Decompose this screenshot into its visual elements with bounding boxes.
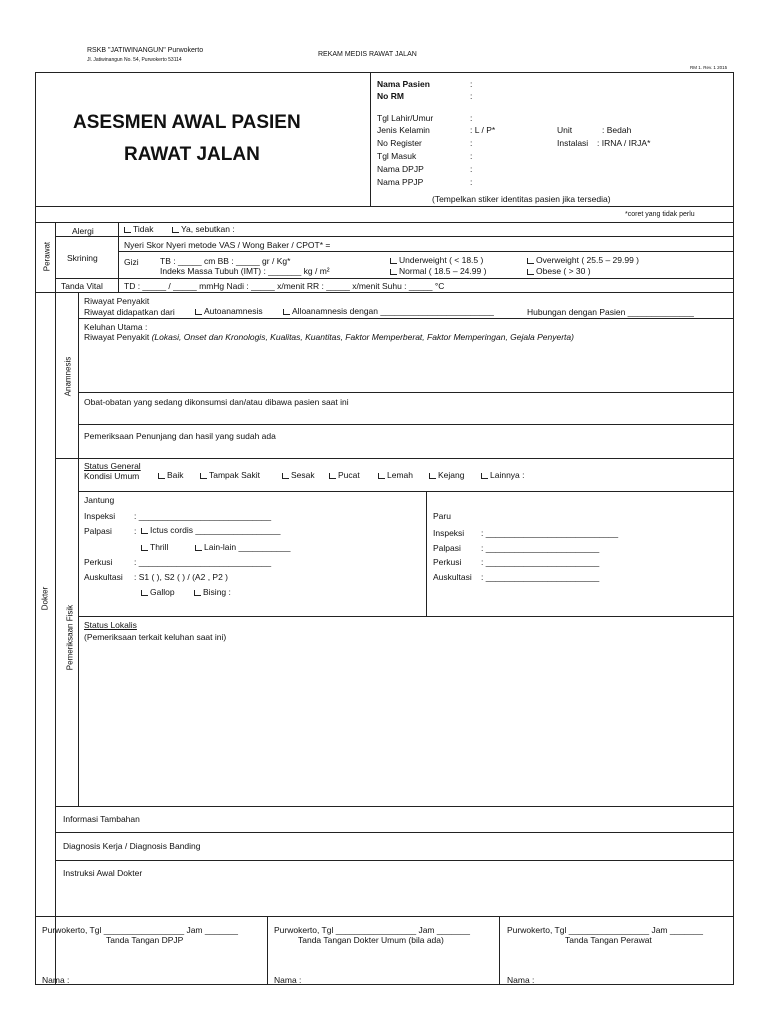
ku-option-lemah[interactable]: Lemah bbox=[378, 470, 413, 480]
instalasi-label: Instalasi bbox=[557, 138, 589, 148]
jantung-palpasi-colon: : bbox=[134, 526, 137, 536]
alergi-tidak-option[interactable]: Tidak bbox=[124, 224, 153, 234]
signature-perawat-role: Tanda Tangan Perawat bbox=[565, 935, 652, 945]
checkbox-icon bbox=[527, 258, 534, 264]
tanda-vital-values[interactable]: TD : _____ / _____ mmHg Nadi : _____ x/menit RR : _____ x/menit Suhu : _____ °C bbox=[124, 281, 445, 291]
ku-option-tampak-sakit[interactable]: Tampak Sakit bbox=[200, 470, 260, 480]
coret-note: *coret yang tidak perlu bbox=[625, 211, 695, 218]
paru-inspeksi-field[interactable]: : ____________________________ bbox=[481, 528, 619, 538]
hubungan-field[interactable]: Hubungan dengan Pasien ______________ bbox=[527, 307, 694, 317]
jantung-heading: Jantung bbox=[84, 495, 115, 505]
status-general-row-line bbox=[78, 491, 734, 492]
form-code: RM 1. Rev. 1 2015 bbox=[690, 65, 728, 70]
ictus-cordis-option[interactable]: Ictus cordis __________________ bbox=[141, 525, 280, 535]
nama-dpjp-label: Nama DPJP bbox=[377, 164, 424, 174]
frame-right bbox=[733, 72, 734, 985]
unit-value: : Bedah bbox=[602, 125, 632, 135]
jantung-auskultasi-label: Auskultasi bbox=[84, 572, 123, 582]
obat-row-line bbox=[78, 424, 734, 425]
jenis-kelamin-value[interactable]: : L / P* bbox=[470, 125, 496, 135]
bising-option[interactable]: Bising : bbox=[194, 587, 231, 597]
signature-divider-1 bbox=[267, 916, 268, 984]
checkbox-icon bbox=[141, 528, 148, 534]
no-rm-label: No RM bbox=[377, 91, 404, 101]
s1s2-field[interactable]: : S1 ( ), S2 ( ) / (A2 , P2 ) bbox=[134, 572, 229, 582]
signature-dokter-umum-role: Tanda Tangan Dokter Umum (bila ada) bbox=[298, 935, 444, 945]
checkbox-icon bbox=[194, 590, 201, 596]
checkbox-icon bbox=[195, 309, 202, 315]
jantung-inspeksi-label: Inspeksi bbox=[84, 511, 116, 521]
jenis-kelamin-label: Jenis Kelamin bbox=[377, 125, 430, 135]
diagnosis-row-line bbox=[55, 860, 734, 861]
checkbox-icon bbox=[141, 590, 148, 596]
nama-ppjp-label: Nama PPJP bbox=[377, 177, 424, 187]
perawat-side-divider bbox=[55, 222, 56, 292]
paru-auskultasi-field[interactable]: : ________________________ bbox=[481, 572, 600, 582]
frame-top bbox=[35, 72, 734, 73]
tanda-vital-label: Tanda Vital bbox=[61, 281, 103, 291]
gizi-imt[interactable]: Indeks Massa Tubuh (IMT) : _______ kg / m² bbox=[160, 266, 330, 276]
penunjang-label[interactable]: Pemeriksaan Penunjang dan hasil yang sudah ada bbox=[84, 431, 276, 441]
form-title-line2: RAWAT JALAN bbox=[124, 144, 260, 165]
tgl-masuk-colon: : bbox=[470, 151, 473, 161]
normal-option[interactable]: Normal ( 18.5 – 24.99 ) bbox=[390, 266, 486, 276]
gallop-option[interactable]: Gallop bbox=[141, 587, 175, 597]
riwayat-penyakit-heading: Riwayat Penyakit bbox=[84, 296, 150, 306]
obese-option[interactable]: Obese ( > 30 ) bbox=[527, 266, 591, 276]
nama-dpjp-colon: : bbox=[470, 164, 473, 174]
signature-perawat-nama[interactable]: Nama : bbox=[507, 975, 535, 985]
anamnesis-bottom-line bbox=[55, 458, 734, 459]
no-register-label: No Register bbox=[377, 138, 422, 148]
riwayat-row-line bbox=[78, 318, 734, 319]
pemeriksaan-fisik-side-label: Pemeriksaan Fisik bbox=[65, 604, 75, 671]
riwayat-penyakit-label[interactable]: Riwayat Penyakit (Lokasi, Onset dan Kronologis, Kualitas, Kuantitas, Faktor Memperberat, Faktor Memperingan, Gejala Penyerta) bbox=[84, 332, 574, 342]
checkbox-icon bbox=[124, 227, 131, 233]
nama-ppjp-colon: : bbox=[470, 177, 473, 187]
checkbox-icon bbox=[158, 473, 165, 479]
checkbox-icon bbox=[200, 473, 207, 479]
alergi-label: Alergi bbox=[72, 226, 94, 236]
hospital-address: Jl. Jatiwinangun No. 54, Purwokerto 53114 bbox=[87, 57, 182, 63]
riwayat-didapatkan-label: Riwayat didapatkan dari bbox=[84, 307, 175, 317]
paru-palpasi-label: Palpasi bbox=[433, 543, 461, 553]
ku-option-sesak[interactable]: Sesak bbox=[282, 470, 315, 480]
perawat-bottom-line bbox=[35, 292, 734, 293]
unit-label: Unit bbox=[557, 125, 573, 135]
overweight-option[interactable]: Overweight ( 25.5 – 29.99 ) bbox=[527, 255, 639, 265]
nama-pasien-label: Nama Pasien bbox=[377, 79, 430, 89]
checkbox-icon bbox=[481, 473, 488, 479]
jantung-perkusi-field[interactable]: : ____________________________ bbox=[134, 557, 272, 567]
perawat-label-divider bbox=[118, 222, 119, 292]
autoanamnesis-option[interactable]: Autoanamnesis bbox=[195, 306, 263, 316]
paru-perkusi-field[interactable]: : ________________________ bbox=[481, 557, 600, 567]
sticker-note: (Tempelkan stiker identitas pasien jika tersedia) bbox=[432, 194, 611, 204]
tgl-masuk-label: Tgl Masuk bbox=[377, 151, 417, 161]
status-lokalis-heading: Status Lokalis bbox=[84, 620, 137, 630]
checkbox-icon bbox=[195, 545, 202, 551]
alloanamnesis-option[interactable]: Alloanamnesis dengan ________________________ bbox=[283, 306, 494, 316]
keluhan-row-line bbox=[78, 392, 734, 393]
signature-divider-2 bbox=[499, 916, 500, 984]
gizi-tb-bb[interactable]: TB : _____ cm BB : _____ gr / Kg* bbox=[160, 256, 291, 266]
gizi-label: Gizi bbox=[124, 257, 139, 267]
signature-dpjp-role: Tanda Tangan DPJP bbox=[106, 935, 184, 945]
document-title: REKAM MEDIS RAWAT JALAN bbox=[318, 51, 417, 58]
checkbox-icon bbox=[283, 309, 290, 315]
instalasi-value[interactable]: : IRNA / IRJA* bbox=[597, 138, 651, 148]
dokter-sub-divider bbox=[78, 292, 79, 806]
checkbox-icon bbox=[429, 473, 436, 479]
dokter-bottom-line bbox=[35, 916, 734, 917]
tgl-lahir-colon: : bbox=[470, 113, 473, 123]
status-lokalis-note[interactable]: (Pemeriksaan terkait keluhan saat ini) bbox=[84, 632, 227, 642]
no-register-colon: : bbox=[470, 138, 473, 148]
obat-label[interactable]: Obat-obatan yang sedang dikonsumsi dan/atau dibawa pasien saat ini bbox=[84, 397, 349, 407]
checkbox-icon bbox=[390, 258, 397, 264]
checkbox-icon bbox=[282, 473, 289, 479]
frame-bottom bbox=[35, 984, 734, 985]
signature-dpjp-nama[interactable]: Nama : bbox=[42, 975, 70, 985]
jantung-inspeksi-field[interactable]: : ____________________________ bbox=[134, 511, 272, 521]
checkbox-icon bbox=[141, 545, 148, 551]
ku-option-lainnya[interactable]: Lainnya : bbox=[481, 470, 525, 480]
lain-lain-option[interactable]: Lain-lain ___________ bbox=[195, 542, 291, 552]
signature-dokter-umum-place[interactable]: Purwokerto, Tgl _________________ Jam _______ bbox=[274, 925, 470, 935]
jantung-paru-divider bbox=[426, 491, 427, 616]
paru-palpasi-field[interactable]: : ________________________ bbox=[481, 543, 600, 553]
checkbox-icon bbox=[378, 473, 385, 479]
thrill-option[interactable]: Thrill bbox=[141, 542, 168, 552]
title-identity-divider bbox=[370, 72, 371, 206]
checkbox-icon bbox=[390, 269, 397, 275]
checkbox-icon bbox=[172, 227, 179, 233]
ku-option-pucat[interactable]: Pucat bbox=[329, 470, 360, 480]
jantung-perkusi-label: Perkusi bbox=[84, 557, 113, 567]
frame-left bbox=[35, 72, 36, 985]
signature-dpjp-place[interactable]: Purwokerto, Tgl _________________ Jam _______ bbox=[42, 925, 238, 935]
dokter-side-label: Dokter bbox=[40, 586, 50, 611]
checkbox-icon bbox=[329, 473, 336, 479]
jantung-palpasi-label: Palpasi bbox=[84, 526, 112, 536]
paru-inspeksi-label: Inspeksi bbox=[433, 528, 465, 538]
informasi-row-line bbox=[55, 832, 734, 833]
hospital-name: RSKB "JATIWINANGUN" Purwokerto bbox=[87, 47, 204, 54]
informasi-tambahan-label[interactable]: Informasi Tambahan bbox=[63, 814, 140, 824]
no-rm-colon: : bbox=[470, 91, 473, 101]
paru-auskultasi-label: Auskultasi bbox=[433, 572, 472, 582]
alergi-ya-option[interactable]: Ya, sebutkan : bbox=[172, 224, 235, 234]
ku-option-baik[interactable]: Baik bbox=[158, 470, 184, 480]
status-general-heading: Status General bbox=[84, 461, 141, 471]
lokalis-bottom-line bbox=[55, 806, 734, 807]
diagnosis-label[interactable]: Diagnosis Kerja / Diagnosis Banding bbox=[63, 841, 201, 851]
jantung-paru-bottom-line bbox=[78, 616, 734, 617]
coret-row-line bbox=[35, 222, 734, 223]
paru-perkusi-label: Perkusi bbox=[433, 557, 462, 567]
keluhan-utama-label[interactable]: Keluhan Utama : bbox=[84, 322, 148, 332]
underweight-option[interactable]: Underweight ( < 18.5 ) bbox=[390, 255, 483, 265]
form-title-line1: ASESMEN AWAL PASIEN bbox=[73, 112, 301, 133]
instruksi-label[interactable]: Instruksi Awal Dokter bbox=[63, 868, 143, 878]
ku-option-kejang[interactable]: Kejang bbox=[429, 470, 464, 480]
tgl-lahir-label: Tgl Lahir/Umur bbox=[377, 113, 434, 123]
signature-dokter-umum-nama[interactable]: Nama : bbox=[274, 975, 302, 985]
checkbox-icon bbox=[527, 269, 534, 275]
nyeri-row-line bbox=[118, 251, 734, 252]
perawat-side-label: Perawat bbox=[42, 241, 52, 272]
signature-perawat-place[interactable]: Purwokerto, Tgl _________________ Jam _______ bbox=[507, 925, 703, 935]
alergi-row-line bbox=[55, 236, 734, 237]
nama-pasien-colon: : bbox=[470, 79, 473, 89]
nyeri-line[interactable]: Nyeri Skor Nyeri metode VAS / Wong Baker / CPOT* = bbox=[124, 240, 331, 250]
dokter-side-divider bbox=[55, 292, 56, 984]
skrining-label: Skrining bbox=[67, 253, 98, 263]
paru-heading: Paru bbox=[433, 511, 451, 521]
header-bottom-line bbox=[35, 206, 734, 207]
kondisi-umum-label: Kondisi Umum bbox=[84, 471, 140, 481]
anamnesis-side-label: Anamnesis bbox=[63, 356, 73, 397]
gizi-row-line bbox=[55, 278, 734, 279]
